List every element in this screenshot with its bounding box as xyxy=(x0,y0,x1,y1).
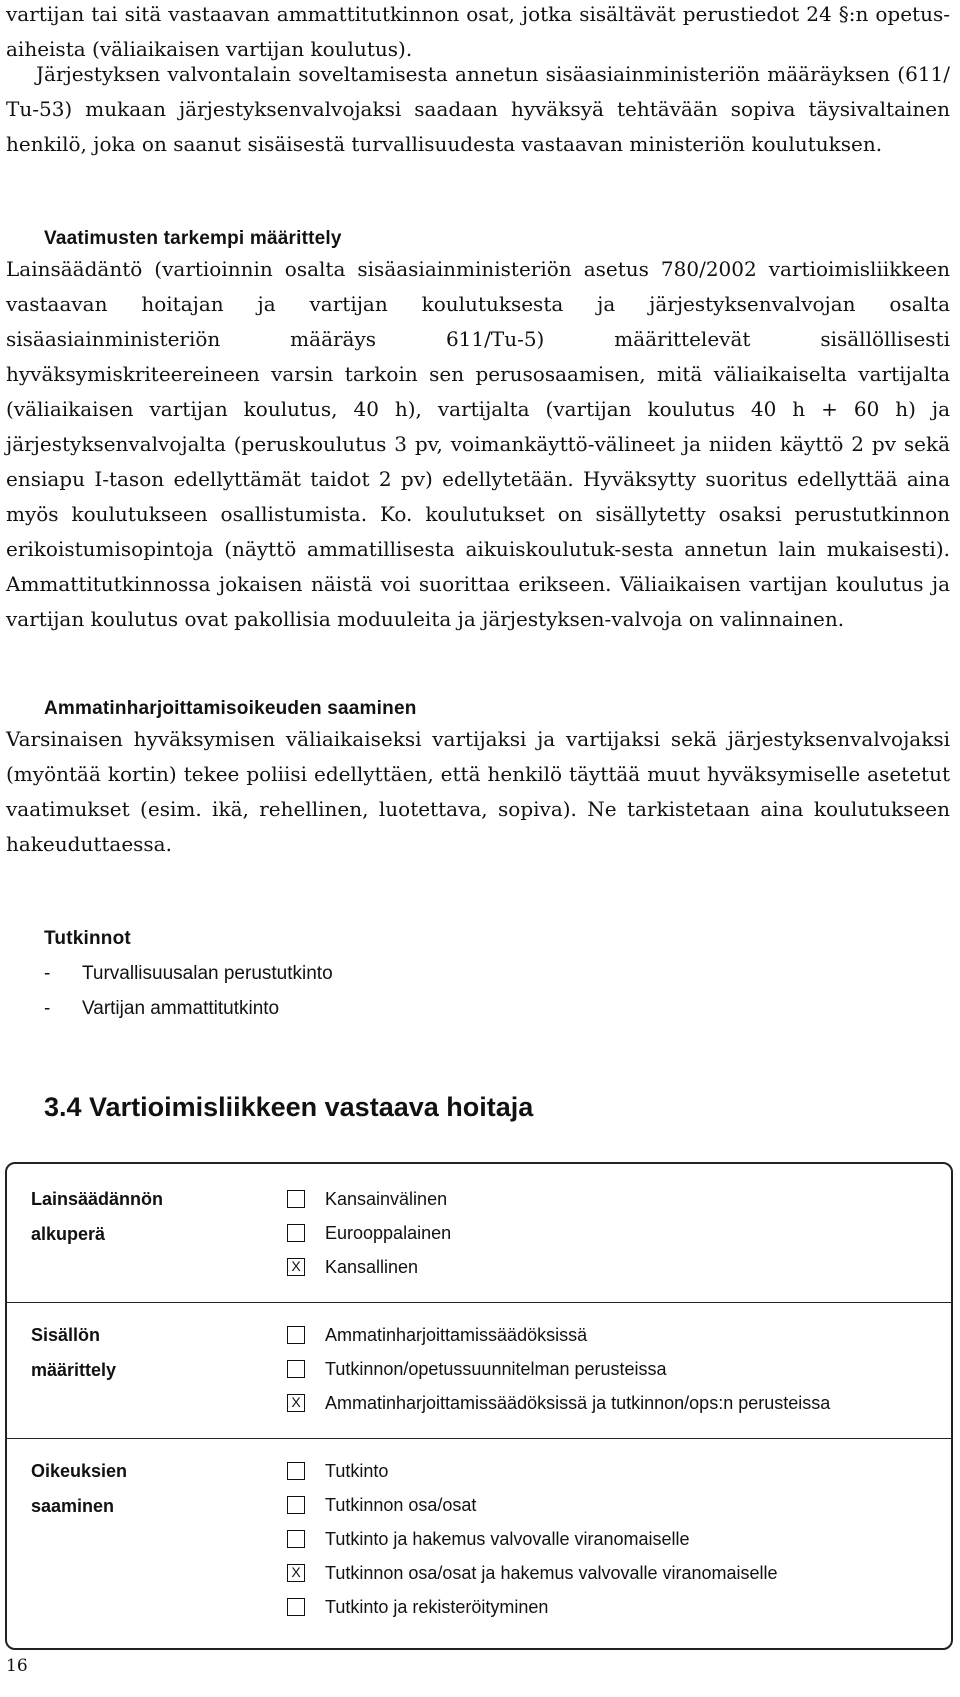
degrees-heading: Tutkinnot xyxy=(44,928,131,949)
option-label: Tutkinnon osa/osat ja hakemus valvovalle viranomaiselle xyxy=(325,1562,778,1583)
option-tutkinto-ja-hakemus xyxy=(287,1522,778,1556)
row-label-line: saaminen xyxy=(31,1496,115,1516)
page-number: 16 xyxy=(6,1656,28,1676)
checked-checkbox-icon: X xyxy=(287,1564,305,1582)
option-group xyxy=(287,1182,451,1284)
row-label-line: määrittely xyxy=(31,1360,117,1380)
checkbox-icon xyxy=(287,1224,305,1242)
option-tutkinto-ja-rekisteroityminen xyxy=(287,1590,778,1624)
licence-body: Varsinaisen hyväksymisen väliaikaiseksi vartijaksi ja vartijaksi sekä järjestyksenvalvojaksi (myöntää kortin) tekee poliisi edellyttäen, että henkilö täyttää muut hyväksymiselle asetetut vaatimukset (esim. ikä, rehellinen, luotettava, sopiva). Ne tarkistetaan aina koulutukseen hakeuduttaessa. xyxy=(6,727,950,856)
requirements-heading: Vaatimusten tarkempi määrittely xyxy=(44,228,342,249)
option-group xyxy=(287,1318,830,1420)
option-kansallinen xyxy=(287,1250,451,1284)
list-item-label: Vartijan ammattitutkinto xyxy=(82,998,280,1019)
licence-heading: Ammatinharjoittamisoikeuden saaminen xyxy=(44,698,417,719)
option-kansainvalinen xyxy=(287,1182,451,1216)
list-dash: - xyxy=(44,998,51,1019)
option-label: Ammatinharjoittamissäädöksissä xyxy=(325,1324,588,1345)
table-row xyxy=(7,1310,951,1430)
table-row xyxy=(7,1174,951,1294)
row-label xyxy=(31,1182,231,1252)
option-label: Tutkinto ja rekisteröityminen xyxy=(325,1596,549,1617)
option-ammatinharjoittamissaadoksissa xyxy=(287,1318,830,1352)
checked-checkbox-icon: X xyxy=(287,1258,305,1276)
option-label: Kansallinen xyxy=(325,1256,419,1277)
row-divider xyxy=(7,1438,951,1439)
row-label-line: Oikeuksien xyxy=(31,1461,128,1481)
row-label-line: alkuperä xyxy=(31,1224,106,1244)
row-divider xyxy=(7,1302,951,1303)
checkbox-icon xyxy=(287,1462,305,1480)
option-osat-ja-hakemus xyxy=(287,1556,778,1590)
option-tutkinnon-perusteissa xyxy=(287,1352,830,1386)
list-item xyxy=(44,991,950,1026)
option-label: Tutkinnon/opetussuunnitelman perusteissa xyxy=(325,1358,667,1379)
intro-paragraph: Järjestyksen valvontalain soveltamisesta annetun sisäasiainministeriön määräyksen (611/ Tu-53) mukaan järjestyksenvalvojaksi saadaan hyväksyä tehtävään sopiva täysivaltainen henkilö, joka on saanut sisäisestä turvallisuudesta vastaavan ministeriön koulutuksen. xyxy=(6,62,950,156)
option-label: Tutkinto xyxy=(325,1460,389,1481)
checkbox-icon xyxy=(287,1190,305,1208)
table-row xyxy=(7,1446,951,1636)
requirements-body: Lainsäädäntö (vartioinnin osalta sisäasiainministeriön asetus 780/2002 vartioimisliikkeen vastaavan hoitajan ja vartijan koulutuksesta ja järjestyksenvalvojan osalta sisäasiainministeriön määräys 611/Tu-5) määrittelevät sisällöllisesti hyväksymiskriteereineen varsin tarkoin sen perusosaamisen, mitä väliaikaiselta vartijalta (väliaikaisen vartijan koulutus, 40 h), vartijalta (vartijan koulutus 40 h + 60 h) ja järjestyksenvalvojalta (peruskoulutus 3 pv, voimankäyttö-välineet ja niiden käyttö 2 pv sekä ensiapu I-tason edellyttämät taidot 2 pv) edellytetään. Hyväksytty suoritus edellyttää aina myös koulutukseen osallistumista. Ko. koulutukset on sisällytetty osaksi perustutkinnon erikoistumisopintoja (näyttö ammatillisesta aikuiskoulutuk-sesta annetun lain mukaisesti). Ammattitutkinnossa jokaisen näistä voi suorittaa erikseen. Väliaikaisen vartijan koulutus ja vartijan koulutus ovat pakollisia moduuleita ja järjestyksen-valvoja on valinnainen. xyxy=(6,257,950,631)
classification-table xyxy=(5,1162,953,1650)
option-label: Eurooppalainen xyxy=(325,1222,452,1243)
option-label: Ammatinharjoittamissäädöksissä ja tutkinnon/ops:n perusteissa xyxy=(325,1392,831,1413)
degrees-list xyxy=(44,956,950,1026)
checkbox-icon xyxy=(287,1360,305,1378)
list-item xyxy=(44,956,950,991)
checkbox-icon xyxy=(287,1496,305,1514)
option-tutkinto xyxy=(287,1454,778,1488)
licence-section xyxy=(6,698,950,862)
row-label xyxy=(31,1454,231,1524)
list-item-label: Turvallisuusalan perustutkinto xyxy=(82,963,333,984)
section-title: 3.4 Vartioimisliikkeen vastaava hoitaja xyxy=(44,1092,534,1122)
requirements-section xyxy=(6,228,950,637)
list-dash: - xyxy=(44,963,51,984)
checkbox-icon xyxy=(287,1530,305,1548)
option-label: Kansainvälinen xyxy=(325,1188,448,1209)
degrees-section xyxy=(6,928,950,1026)
checkbox-icon xyxy=(287,1598,305,1616)
option-molemmissa xyxy=(287,1386,830,1420)
row-label xyxy=(31,1318,231,1388)
checked-checkbox-icon: X xyxy=(287,1394,305,1412)
option-tutkinnon-osat xyxy=(287,1488,778,1522)
row-label-line: Sisällön xyxy=(31,1325,101,1345)
option-eurooppalainen xyxy=(287,1216,451,1250)
option-group xyxy=(287,1454,778,1624)
intro-paragraph-continued: vartijan tai sitä vastaavan ammattitutkinnon osat, jotka sisältävät perustiedot 24 §:n opetus-aiheista (väliaikaisen vartijan koulutus). xyxy=(6,2,950,61)
option-label: Tutkinto ja hakemus valvovalle viranomaiselle xyxy=(325,1528,690,1549)
row-label-line: Lainsäädännön xyxy=(31,1189,164,1209)
checkbox-icon xyxy=(287,1326,305,1344)
option-label: Tutkinnon osa/osat xyxy=(325,1494,477,1515)
